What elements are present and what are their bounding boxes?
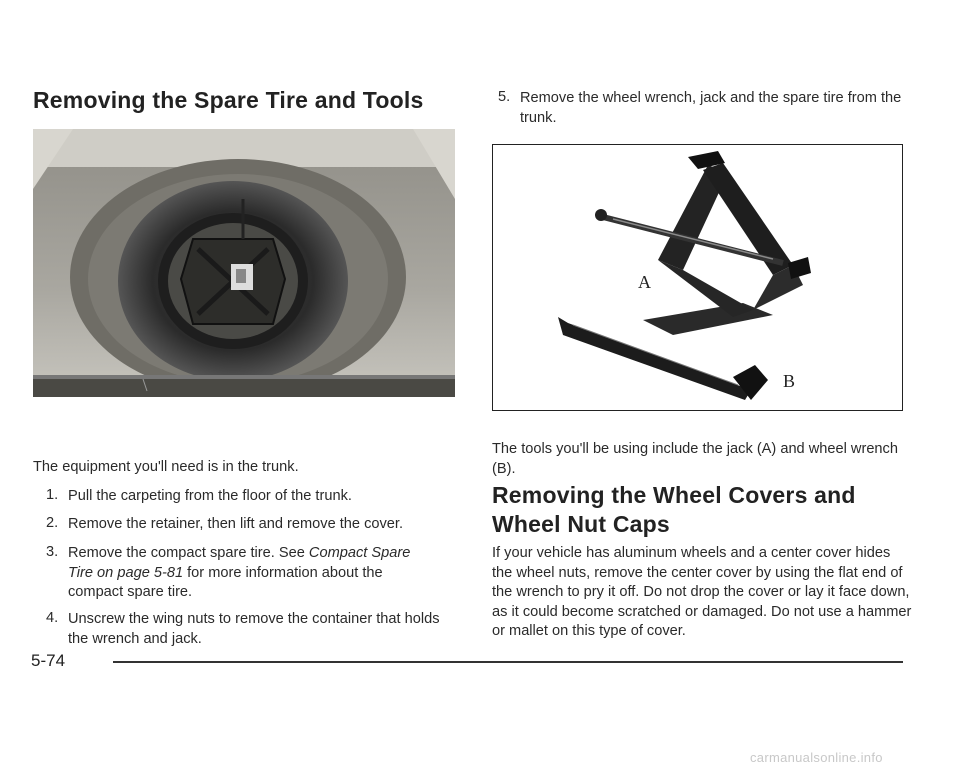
label-a: A [638, 272, 651, 292]
step-number: 1. [46, 487, 59, 503]
section-heading-wheel-covers: Removing the Wheel Covers and Wheel Nut Caps [492, 482, 856, 537]
step-number: 5. [498, 89, 511, 105]
step-text: Remove the wheel wrench, jack and the spare tire from the trunk. [520, 90, 902, 126]
step-text-before: Remove the compact spare tire. See [68, 545, 309, 561]
label-b: B [783, 371, 796, 391]
footer-rule [113, 661, 903, 663]
step-number: 3. [46, 544, 59, 560]
wheel-covers-paragraph: If your vehicle has aluminum wheels and a center cover hides the wheel nuts, remove the center cover by using the flat end of the wrench to pry it off. Do not drop the cover or lay it face down, as it could become scratched or damaged. Do not use a hammer or mallet on this type of cover. [492, 545, 912, 639]
intro-text: The equipment you'll need is in the trunk. [33, 459, 299, 475]
step-text: Unscrew the wing nuts to remove the container that holds the wrench and jack. [68, 611, 440, 647]
trunk-photo-drawing [33, 129, 455, 397]
jack-wrench-drawing [493, 145, 901, 409]
jack-and-wrench-illustration [492, 144, 903, 411]
step-text-after: for more information about the compact spare tire. [68, 564, 383, 600]
page-number: 5-74 [31, 651, 66, 670]
section-heading-spare-tire: Removing the Spare Tire and Tools [33, 87, 424, 113]
step-number: 4. [46, 610, 59, 626]
illustration-caption: The tools you'll be using include the jack (A) and wheel wrench (B). [492, 441, 898, 477]
step-text: Pull the carpeting from the floor of the trunk. [68, 488, 352, 504]
step-text [68, 544, 420, 603]
watermark-text: carmanualsonline.info [750, 750, 883, 765]
trunk-spare-tire-photo [33, 129, 455, 397]
step-text: Remove the retainer, then lift and remove the cover. [68, 516, 404, 532]
compact-spare-tire-link[interactable]: Compact Spare Tire on page 5-81 [68, 545, 411, 581]
step-number: 2. [46, 515, 59, 531]
